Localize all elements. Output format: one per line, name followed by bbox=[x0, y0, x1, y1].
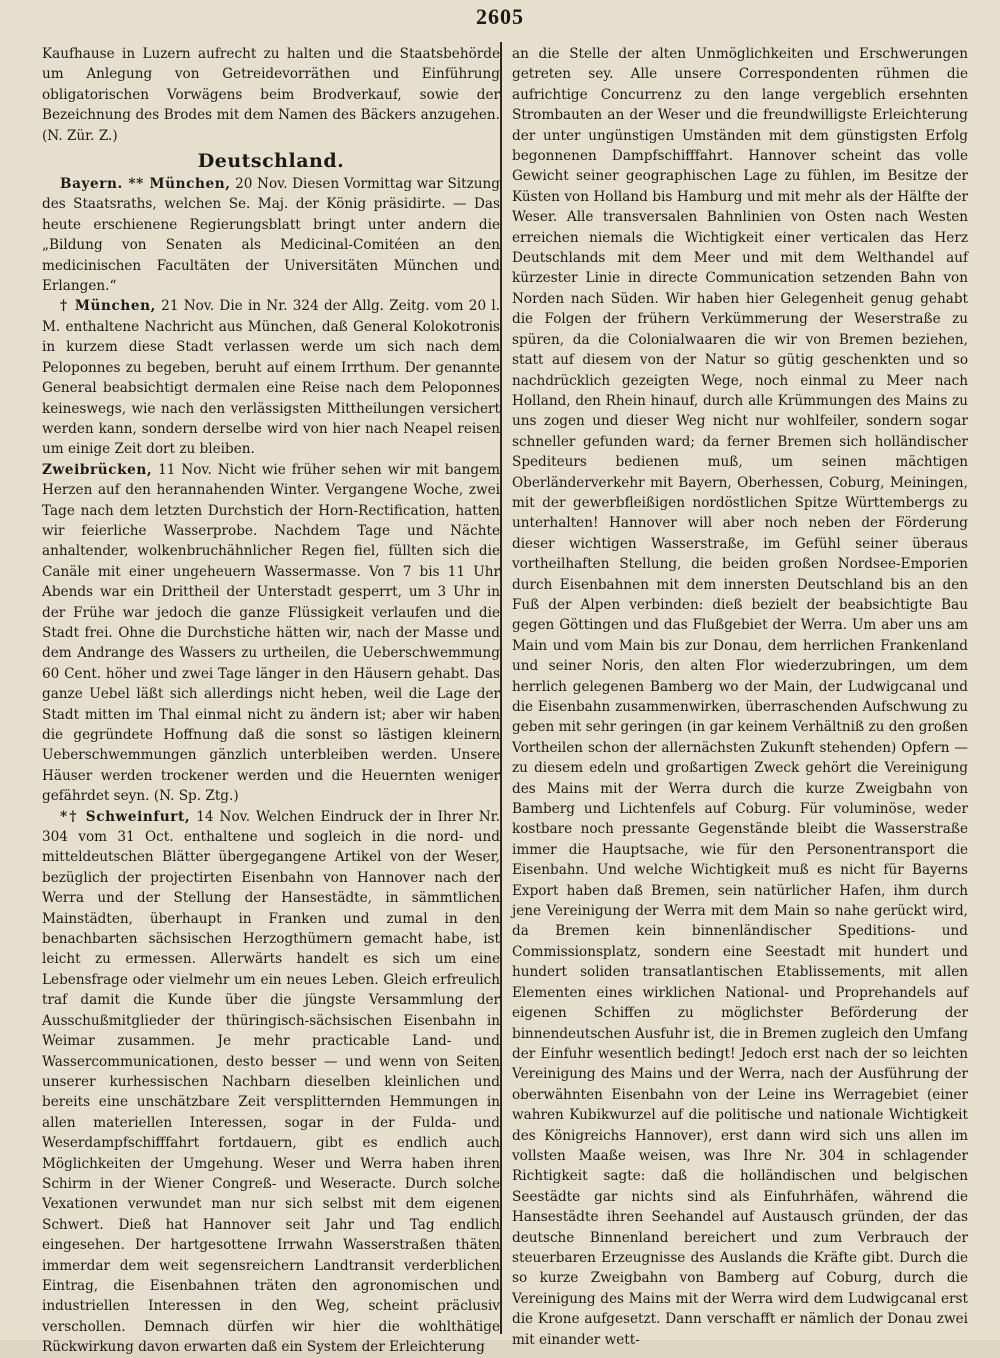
article-dateline: Zweibrücken, bbox=[42, 461, 153, 478]
article-text: 21 Nov. Die in Nr. 324 der Allg. Zeitg. vom 20 l. M. enthaltene Nachricht aus München, daß General Kolokotronis in kurzem diese Stadt verlassen werde um sich nach dem Peloponnes zu begeben, beruht auf einem Irrthum. Der genannte General beabsichtigt dermalen eine Reise nach dem Peloponnes keineswegs, wie nach den verlässigsten Mittheilungen versichert werden kann, sondern derselbe wird von hier nach Neapel reisen um einige Zeit dort zu bleiben. bbox=[42, 298, 500, 458]
article-zweibruecken bbox=[42, 460, 500, 807]
article-dateline: *† Schweinfurt, bbox=[60, 808, 191, 825]
left-column bbox=[42, 44, 500, 1358]
article-dateline: Bayern. ** München, bbox=[60, 176, 231, 193]
column-divider bbox=[500, 42, 502, 1334]
article-text: 14 Nov. Welchen Eindruck der in Ihrer Nr. 304 vom 31 Oct. enthaltene und sogleich in die nord- und mitteldeutschen Blätter übergegangene Artikel von der Weser, bezüglich der projectirten Eisenbahn von Hannover nach der Werra und der Stellung der Hansestädte, in sämmtlichen Mainstädten, überhaupt in Franken und zumal in den benachbarten sächsischen Herzogthümern gemacht habe, ist leicht zu ermessen. Allerwärts handelt es sich um eine Lebensfrage oder vielmehr um ein neues Leben. Gleich erfreulich traf damit die Kunde über die jüngste Versammlung der Ausschußmitglieder der thüringisch-sächsischen Eisenbahn in Weimar zusammen. Je mehr practicable Land- und Wassercommunicationen, desto besser — und wenn von Seiten unserer kurhessischen Nachbarn dieselben kleinlichen und bereits eine unschätzbare Zeit versplitternden Hemmungen in allen materiellen Interessen, sogar in der Fulda- und Weserdampfschifffahrt fortdauern, gibt es endlich auch Möglichkeiten der Umgehung. Weser und Werra haben ihren Schirm in der Wiener Congreß- und Weseracte. Durch solche Vexationen verwundet man nur sich selbst mit dem eigenen Schwert. Dieß hat Hannover seit Jahr und Tag endlich eingesehen. Der hartgesottene Irrwahn Wasserstraßen thäten immerdar dem weit segensreichern Landtransit verderblichen Eintrag, die Eisenbahnen träten den agronomischen und industriellen Interessen in den Weg, scheint präclusiv verschollen. Demnach dürfen wir hier die wohlthätige Rückwirkung davon erwarten daß ein System der Erleichterung bbox=[42, 808, 500, 1356]
page-number: 2605 bbox=[476, 4, 524, 29]
schweinfurt-continuation: an die Stelle der alten Unmöglichkeiten und Erschwerungen getreten sey. Alle unsere Correspondenten rühmen die aufrichtige Concurrenz zu den lange vergeblich ersehnten Strombauten an der Weser und die freundwilligste Erleichterung der unter ungünstigen Umständen mit dem günstigsten Erfolg begonnenen Dampfschifffahrt. Hannover scheint das volle Gewicht seiner geographischen Lage zu fühlen, im Besitze der Küsten von Holland bis Hamburg und mit mehr als der Hälfte der Weser. Alle transversalen Bahnlinien von Osten nach Westen erreichen niemals die Wichtigkeit einer verticalen das Herz Deutschlands mit dem Meer und mit dem Welthandel auf kürzester Linie in directe Communication setzenden Bahn von Norden nach Süden. Wir haben hier Gelegenheit genug gehabt die Folgen der frühern Verkümmerung der Weserstraße zu spüren, da die Colonialwaaren die wir von Bremen beziehen, statt auf diesem von der Natur so gütig geschenkten und so nachdrücklich gezeigten Wege, noch einmal zu Meer nach Holland, den Rhein hinauf, durch alle Krümmungen des Mains zu uns zogen und dieser Weg nicht nur wohlfeiler, sondern sogar schneller gefunden ward; da ferner Bremen sich holländischer Spediteurs bedienen muß, um seinen mächtigen Oberländerverkehr mit Bayern, Oberhessen, Coburg, Meiningen, mit der gewerbfleißigen nordöstlichen Spitze Württembergs zu unterhalten! Hannover will aber noch neben der Förderung dieser wichtigen Wasserstraße, im Gefühl seiner überaus vortheilhaften Stellung, die beiden großen Nordsee-Emporien durch Eisenbahnen mit dem innersten Deutschland bis an den Fuß der Alpen verbinden: dieß bezielt der beabsichtigte Bau gegen Göttingen und das Flußgebiet der Werra. Um aber uns am Main und vom Main bis zur Donau, dem herrlichen Frankenland und seiner Noris, den alten Flor wiederzubringen, um dem herrlich gelegenen Bamberg wo der Main, der Ludwigcanal und die Eisenbahn zusammenwirken, überraschenden Aufschwung zu geben mit sehr geringen (in gar keinem Verhältniß zu den großen Vortheilen schon der allernächsten Zukunft stehenden) Opfern — zu diesem edeln und großartigen Zweck gehört die Vereinigung des Mains mit der Werra durch die kurze Zweigbahn von Bamberg und Lichtenfels auf Coburg. Für voluminöse, weder kostbare noch pressante Gegenstände bleibt die Wasserstraße immer die Hauptsache, wie für den Personentransport die Eisenbahn. Und welche Wichtigkeit muß es nicht für Bayerns Export haben daß Bremen, sein natürlicher Hafen, ihm durch jene Vereinigung der Werra mit dem Main so nahe gerückt wird, da Bremen kein binnenländischer Speditions- und Commissionsplatz, sondern eine Seestadt mit hundert und hundert soliden transatlantischen Etablissements, mit allen Elementen eines wirklichen National- und Proprehandels auf eigenen Schiffen zu möglichster Beförderung der binnendeutschen Ausfuhr ist, die in Bremen zugleich den Umfang der Einfuhr wesentlich bedingt! Jedoch erst nach der so leichten Vereinigung des Mains und der Werra, nach der Ausführung der oberwähnten Eisenbahn von der Leine ins Werragebiet (einer wahren Kubikwurzel auf die politische und nationale Wichtigkeit des Königreichs Hannover), erst dann wird sich uns allen im vollsten Maaße weisen, was Ihre Nr. 304 in schlagender Richtigkeit sagte: daß die holländischen und belgischen Seestädte gar nichts sind als Einfuhrhäfen, während die Hansestädte ihren Seehandel auf Austausch gründen, der das deutsche Binnenland bereichert und zum Verbrauch der steuerbaren Erzeugnisse des Auslands die Kräfte gibt. Durch die so kurze Zweigbahn von Bamberg auf Coburg, durch die Vereinigung des Mains mit der Werra wird dem Ludwigcanal erst die Krone aufgesetzt. Dann verschafft er nämlich der Donau zwei mit einander wett- bbox=[512, 46, 968, 1348]
article-munich-1 bbox=[42, 174, 500, 296]
article-text: 20 Nov. Diesen Vormittag war Sitzung des Staatsraths, welchen Se. Maj. der König präsidirte. — Das heute erschienene Regierungsblatt bringt unter andern die „Bildung von Senaten als Medicinal-Comitéen an den medicinischen Facultäten der Universitäten München und Erlangen.“ bbox=[42, 176, 500, 295]
article-schweinfurt bbox=[42, 807, 500, 1358]
article-munich-2 bbox=[42, 296, 500, 459]
section-heading: Deutschland. bbox=[197, 150, 345, 173]
right-column bbox=[512, 44, 968, 1350]
intro-paragraph: Kaufhause in Luzern aufrecht zu halten und die Staatsbehörde um Anlegung von Getreidevorräthen und Einführung obligatorischen Vorwägens beim Brodverkauf, sowie der Bezeichnung des Brodes mit dem Namen des Bäckers anzugehen. (N. Zür. Z.) bbox=[42, 46, 500, 144]
article-dateline: † München, bbox=[60, 298, 156, 315]
article-text: 11 Nov. Nicht wie früher sehen wir mit bangem Herzen auf den herannahenden Winter. Vergangene Woche, zwei Tage nach dem letzten Durchstich der Horn-Rectification, hatten wir feierliche Wasserprobe. Nachdem Tage und Nächte anhaltender, wolkenbruchähnlicher Regen fiel, füllten sich die Canäle mit einer ungeheuern Wassermasse. Von 7 bis 11 Uhr Abends war ein Drittheil der Unterstadt gesperrt, um 3 Uhr in der Frühe war jedoch die ganze Flüssigkeit verlaufen und die Stadt frei. Ohne die Durchstiche hätten wir, nach der Masse und dem Andrange des Wassers zu urtheilen, die Ueberschwemmung 60 Cent. höher und zwei Tage länger in den Häusern gehabt. Das ganze Uebel läßt sich allerdings nicht heben, weil die Lage der Stadt mitten im Thal einmal nicht zu ändern ist; aber wir haben die gegründete Hoffnung daß die sonst so lästigen kleinern Ueberschwemmungen gänzlich unterbleiben werden. Unsere Häuser werden trockener werden und die Heuernten weniger gefährdet seyn. (N. Sp. Ztg.) bbox=[42, 461, 500, 805]
